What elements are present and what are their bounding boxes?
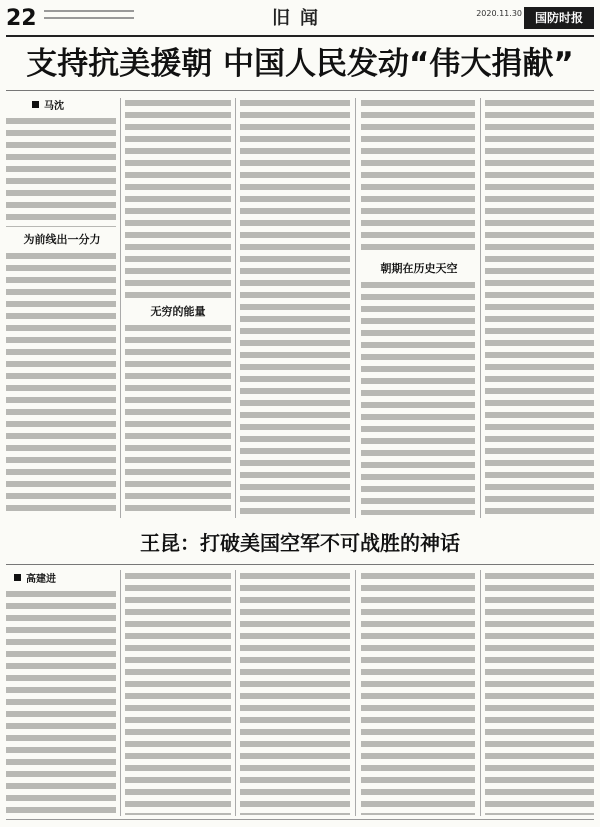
second-text-col-2 — [125, 573, 231, 815]
main-text-col-4a — [361, 100, 475, 256]
main-text-col-1b — [6, 253, 116, 515]
column-rule — [235, 570, 236, 816]
main-text-col-3 — [240, 100, 350, 515]
header-rule — [6, 35, 594, 37]
second-headline-rule — [6, 564, 594, 565]
second-text-col-1 — [6, 591, 116, 815]
byline-square-icon — [32, 101, 39, 108]
issue-date: 2020.11.30 — [476, 9, 522, 18]
main-text-col-2a — [125, 100, 231, 299]
main-author: 马沈 — [44, 101, 64, 112]
main-text-col-2b — [125, 325, 231, 515]
main-subhead-2: 无穷的能量 — [150, 305, 206, 318]
main-text-col-1a — [6, 118, 116, 227]
main-headline: 支持抗美援朝 中国人民发动“伟大捐献” — [26, 46, 574, 82]
second-text-col-4 — [361, 573, 475, 815]
byline-square-icon — [14, 574, 21, 581]
column-rule — [120, 98, 121, 518]
page-bottom-rule — [6, 819, 594, 820]
second-text-col-5 — [485, 573, 594, 815]
headline-rule — [6, 90, 594, 91]
column-rule — [480, 98, 481, 518]
second-headline: 王昆：打破美国空军不可战胜的神话 — [140, 531, 460, 555]
second-text-col-3 — [240, 573, 350, 815]
page-header — [6, 4, 594, 34]
main-text-col-4b — [361, 282, 475, 515]
column-rule — [235, 98, 236, 518]
column-rule — [120, 570, 121, 816]
main-subhead-3: 朝期在历史天空 — [380, 262, 458, 275]
column-rule — [355, 98, 356, 518]
main-byline — [32, 100, 64, 113]
main-subhead-1: 为前线出一分力 — [23, 233, 101, 246]
masthead-logo: 国防时报 — [524, 7, 594, 29]
second-author: 高建进 — [26, 574, 56, 585]
second-byline — [14, 573, 56, 586]
column-rule — [355, 570, 356, 816]
column-rule — [480, 570, 481, 816]
page-number: 22 — [6, 6, 37, 31]
newspaper-page — [6, 4, 594, 823]
main-text-col-5 — [485, 100, 594, 515]
section-title: 旧闻 — [272, 8, 328, 29]
